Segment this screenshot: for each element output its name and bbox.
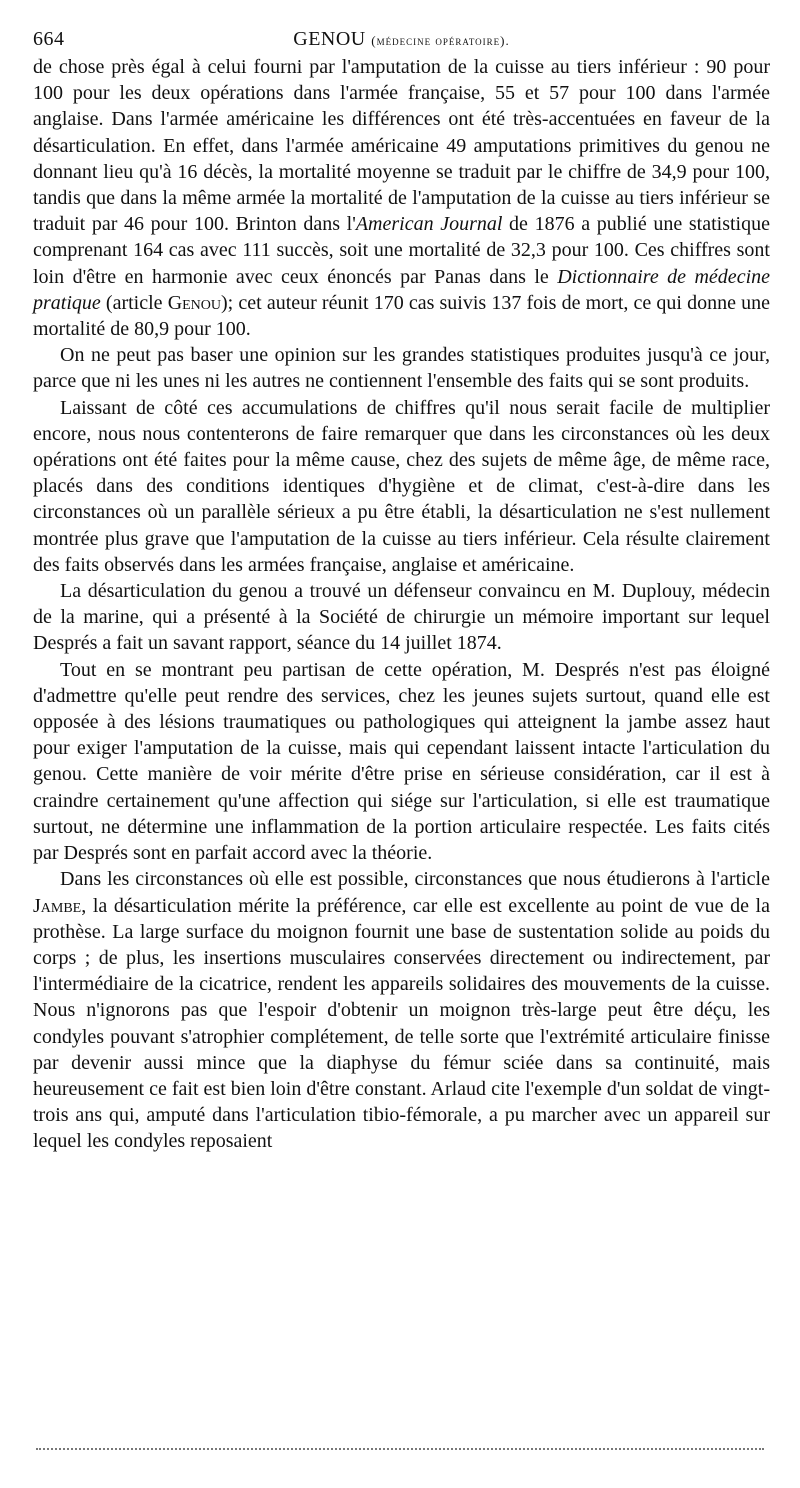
paragraph-1-text-b: de 1876 a publié une statistique comprenant 164 cas avec 111 succès, soit une mortalité de 32,3 pour 100. Ces chiffres sont loin d'être en harmonie avec ceux énoncés par Panas dans le [33,213,770,288]
journal-title: American Journal [355,213,503,236]
running-head [33,26,770,54]
paragraph-6 [33,866,770,1154]
paragraph-1-text-a: de chose près égal à celui fourni par l'amputation de la cuisse au tiers inférieur : 90 pour 100 pour les deux opérations dans l'armée française, 55 et 57 pour 100 dans l'armée anglaise. Dans l'armée américaine les différences ont été très-accentuées en faveur de la désarticulation. En effet, dans l'armée américaine 49 amputations primitives du genou ne donnant lieu qu'à 16 décès, la mortalité moyenne se traduit par le chiffre de 34,9 pour 100, tandis que dans la même armée la mortalité de l'amputation de la cuisse au tiers inférieur se traduit par 46 pour 100. Brinton dans l' [33,56,770,236]
paragraph-1-text-c: (article [100,291,168,314]
paragraph-2: On ne peut pas baser une opinion sur les grandes statistiques produites jusqu'à ce jour, parce que ni les unes ni les autres ne contiennent l'ensemble des faits qui se sont produits. [33,344,770,393]
paragraph-1-text-d: ); cet auteur réunit 170 cas suivis 137 fois de mort, ce qui donne une mortalité de 80,9 pour 100. [33,291,770,341]
footer-dotted-rule [36,1448,764,1450]
dictionary-title: Dictionnaire de médecine pratique [33,265,770,314]
paragraph-6-text-a: Dans les circonstances où elle est possible, circonstances que nous étudierons à l'article [60,868,770,891]
header-title [33,28,770,51]
paragraph-4: La désarticulation du genou a trouvé un défenseur convaincu en M. Duplouy, médecin de la marine, qui a présenté à la Société de chirurgie un mémoire important sur lequel Després a fait un savant rapport, séance du 14 juillet 1874. [33,580,770,655]
header-title-sub: (médecine opératoire). [371,33,510,48]
article-reference-genou: Genou [167,291,222,314]
page-number: 664 [33,28,65,50]
article-reference-jambe: Jambe [33,894,82,917]
paragraph-3: Laissant de côté ces accumulations de chiffres qu'il nous serait facile de multiplier encore, nous nous contenterons de faire remarquer que dans les circonstances où les deux opérations ont été faites pour la même cause, chez des sujets de même âge, de même race, placés dans des conditions identiques d'hygiène et de climat, c'est-à-dire dans les circonstances où un parallèle sérieux a pu être établi, la désarticulation ne s'est nullement montrée plus grave que l'amputation de la cuisse au tiers inférieur. Cela résulte clairement des faits observés dans les armées française, anglaise et américaine. [33,396,770,576]
header-title-main: GENOU [293,28,366,50]
body-text [33,54,770,1155]
paragraph-5: Tout en se montrant peu partisan de cette opération, M. Després n'est pas éloigné d'admettre qu'elle peut rendre des services, chez les jeunes sujets surtout, quand elle est opposée à des lésions traumatiques ou pathologiques qui atteignent la jambe assez haut pour exiger l'amputation de la cuisse, mais qui cependant laissent intacte l'articulation du genou. Cette manière de voir mérite d'être prise en sérieuse considération, car il est à craindre certainement qu'une affection qui siége sur l'articulation, si elle est traumatique surtout, ne détermine une inflammation de la portion articulaire respectée. Les faits cités par Després sont en parfait accord avec la théorie. [33,658,770,865]
paragraph-1 [33,54,770,342]
paragraph-6-text-b: , la désarticulation mérite la préférence, car elle est excellente au point de vue de la prothèse. La large surface du moignon fournit une base de sustentation solide au poids du corps ; de plus, les insertions musculaires conservées directement ou indirectement, par l'intermédiaire de la cicatrice, rendent les appareils solidaires des mouvements de la cuisse. Nous n'ignorons pas que l'espoir d'obtenir un moignon très-large peut être déçu, les condyles pouvant s'atrophier complétement, de telle sorte que l'extrémité articulaire finisse par devenir aussi mince que la diaphyse du fémur sciée dans sa continuité, mais heureusement ce fait est bien loin d'être constant. Arlaud cite l'exemple d'un soldat de vingt-trois ans qui, amputé dans l'articulation tibio-fémorale, a pu marcher avec un appareil sur lequel les condyles reposaient [33,894,770,1153]
